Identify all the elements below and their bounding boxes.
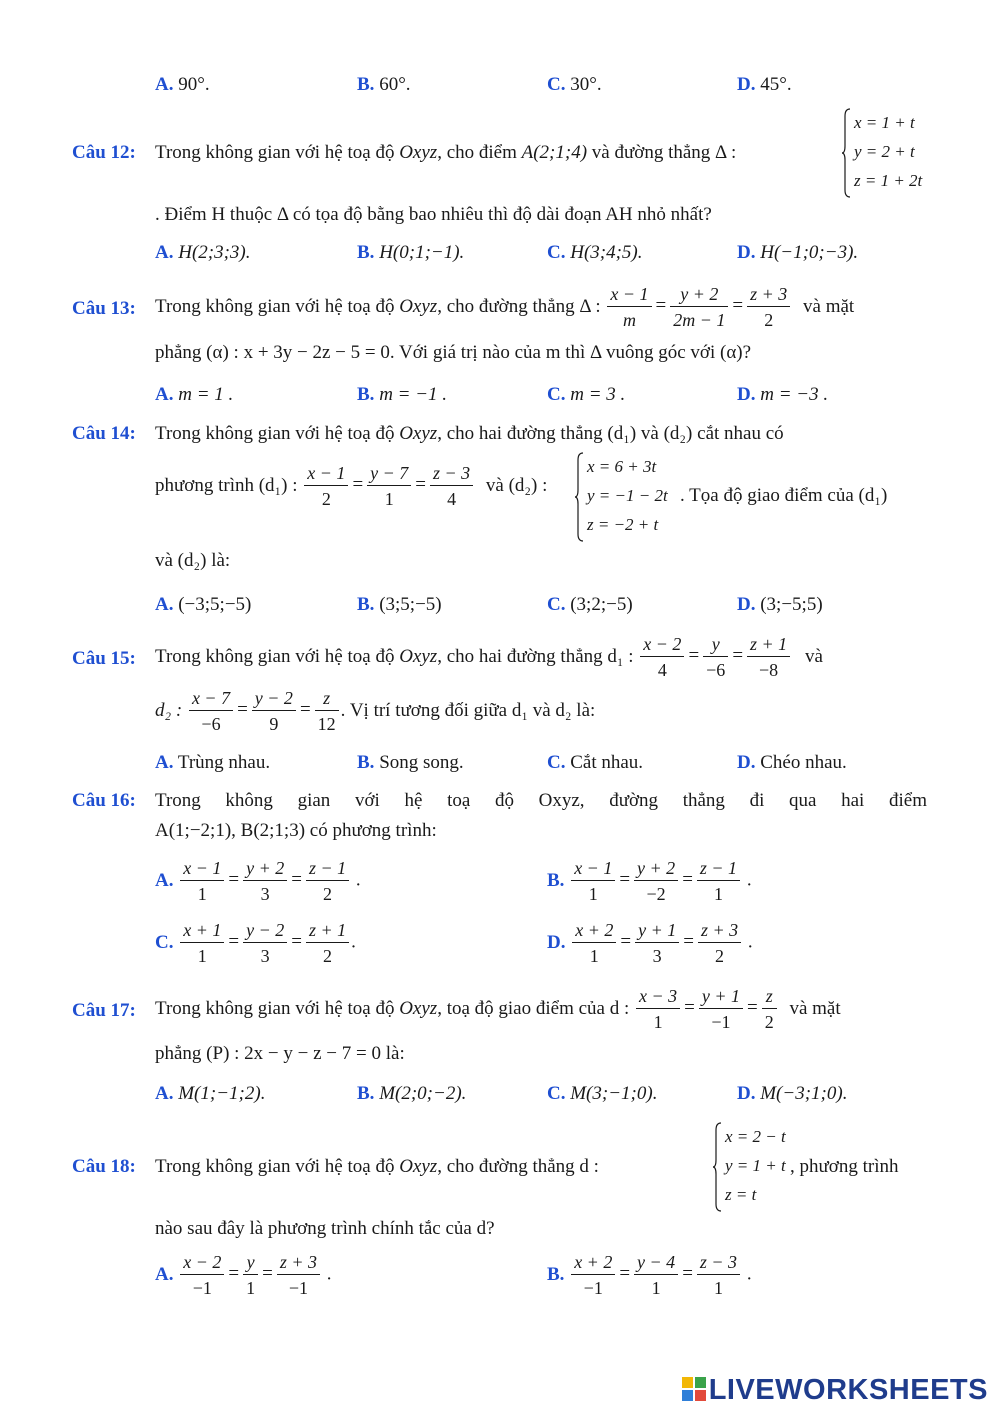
question-16-label: Câu 16: (72, 790, 136, 811)
q15-option-a[interactable]: A. Trùng nhau. (155, 752, 271, 773)
q17-option-a[interactable]: A. M(1;−1;2). (155, 1083, 266, 1104)
question-18-text3: , phương trình (790, 1156, 899, 1177)
question-12-system: x = 1 + t y = 2 + t z = 1 + 2t (842, 108, 922, 195)
question-14-text: Trong không gian với hệ toạ độ Oxyz, cho hai đường thẳng (d₁) và (d₂) cắt nhau có (155, 423, 784, 444)
q16-option-a[interactable]: A. $\frac{x - 1}{1}$ = $\frac{y + 2}{3}$ = $\frac{z - 1}{2}$ . (155, 858, 361, 904)
q16-option-c[interactable]: C. $\frac{x + 1}{1}$ = $\frac{y - 2}{3}$ = $\frac{z + 1}{2}$ . (155, 920, 356, 966)
question-12-text: Trong không gian với hệ toạ độ Oxyz, cho điểm A(2;1;4) và đường thẳng Δ : (155, 142, 737, 163)
q13-option-d[interactable]: D. m = −3 . (737, 384, 829, 405)
q12-option-d[interactable]: D. H(−1;0;−3). (737, 242, 859, 263)
q14-option-b[interactable]: B. (3;5;−5) (357, 594, 442, 615)
liveworksheets-logo: LIVEWORKSHEETS (682, 1374, 988, 1407)
q13-option-b[interactable]: B. m = −1 . (357, 384, 448, 405)
top-option-b: B. 60°. (357, 74, 411, 95)
question-14-system: x = 6 + 3t y = −1 − 2t z = −2 + t (575, 452, 668, 539)
q17-option-b[interactable]: B. M(2;0;−2). (357, 1083, 467, 1104)
top-option-c: C. 30°. (547, 74, 602, 95)
question-12-line2: . Điểm H thuộc Δ có tọa độ bằng bao nhiêu thì độ dài đoạn AH nhỏ nhất? (155, 204, 712, 225)
q12-option-c[interactable]: C. H(3;4;5). (547, 242, 643, 263)
q17-option-c[interactable]: C. M(3;−1;0). (547, 1083, 658, 1104)
question-12-label: Câu 12: (72, 142, 136, 163)
question-14-line2c: . Tọa độ giao điểm của (d₁) (680, 485, 888, 506)
q17-option-d[interactable]: D. M(−3;1;0). (737, 1083, 848, 1104)
question-14-line3: và (d₂) là: (155, 550, 231, 571)
q16-option-d[interactable]: D. $\frac{x + 2}{1}$ = $\frac{y + 1}{3}$ = $\frac{z + 3}{2}$ . (547, 920, 753, 966)
question-13-line2: phẳng (α) : x + 3y − 2z − 5 = 0. Với giá trị nào của m thì Δ vuông góc với (α)? (155, 342, 752, 363)
q14-option-a[interactable]: A. (−3;5;−5) (155, 594, 252, 615)
liveworksheets-logo-icon (682, 1377, 706, 1401)
question-14-label: Câu 14: (72, 423, 136, 444)
question-16-line2: A(1;−2;1), B(2;1;3) có phương trình: (155, 820, 437, 841)
question-17-text: Trong không gian với hệ toạ độ Oxyz, toạ độ giao điểm của d : $\frac{x - 3}{1}$ = $\frac{y + 1}{-1}$ = $\frac{z}{2}$ và mặt (155, 986, 841, 1032)
question-18-text: Trong không gian với hệ toạ độ Oxyz, cho đường thẳng d : (155, 1156, 599, 1177)
question-15-text: Trong không gian với hệ toạ độ Oxyz, cho hai đường thẳng d₁ : $\frac{x - 2}{4}$ = $\frac{y}{-6}$ = $\frac{z + 1}{-8}$ và (155, 634, 823, 680)
q15-option-c[interactable]: C. Cắt nhau. (547, 752, 644, 773)
question-14-line2: phương trình (d₁) : $\frac{x - 1}{2}$ = $\frac{y - 7}{1}$ = $\frac{z - 3}{4}$ và (d₂) : (155, 463, 548, 509)
q13-option-c[interactable]: C. m = 3 . (547, 384, 626, 405)
top-option-a: A. 90°. (155, 74, 210, 95)
q15-option-d[interactable]: D. Chéo nhau. (737, 752, 847, 773)
q15-option-b[interactable]: B. Song song. (357, 752, 464, 773)
question-15-label: Câu 15: (72, 648, 136, 669)
question-18-system: x = 2 − t y = 1 + t z = t (713, 1122, 786, 1209)
q16-option-b[interactable]: B. $\frac{x - 1}{1}$ = $\frac{y + 2}{-2}$ = $\frac{z - 1}{1}$ . (547, 858, 752, 904)
q18-option-a[interactable]: A. $\frac{x - 2}{-1}$ = $\frac{y}{1}$ = $\frac{z + 3}{-1}$ . (155, 1252, 332, 1298)
question-18-line2: nào sau đây là phương trình chính tắc của d? (155, 1218, 495, 1239)
q12-option-b[interactable]: B. H(0;1;−1). (357, 242, 465, 263)
question-13-label: Câu 13: (72, 298, 136, 319)
question-18-label: Câu 18: (72, 1156, 136, 1177)
question-17-label: Câu 17: (72, 1000, 136, 1021)
q14-option-c[interactable]: C. (3;2;−5) (547, 594, 633, 615)
question-16-line1: Trong không gian với hệ toạ độ Oxyz, đường thẳng đi qua hai điểm (155, 790, 927, 811)
q12-option-a[interactable]: A. H(2;3;3). (155, 242, 251, 263)
q14-option-d[interactable]: D. (3;−5;5) (737, 594, 823, 615)
q13-option-a[interactable]: A. m = 1 . (155, 384, 234, 405)
top-option-d: D. 45°. (737, 74, 792, 95)
question-15-line2: d₂ : $\frac{x - 7}{-6}$ = $\frac{y - 2}{9}$ = $\frac{z}{12}$ . Vị trí tương đối giữa d₁ và d₂ là: (155, 688, 596, 734)
question-13-text: Trong không gian với hệ toạ độ Oxyz, cho đường thẳng Δ : $\frac{x - 1}{m}$ = $\frac{y + 2}{2m - 1}$ = $\frac{z + 3}{2}$ và mặt (155, 284, 855, 330)
question-17-line2: phẳng (P) : 2x − y − z − 7 = 0 là: (155, 1043, 405, 1064)
q18-option-b[interactable]: B. $\frac{x + 2}{-1}$ = $\frac{y - 4}{1}$ = $\frac{z - 3}{1}$ . (547, 1252, 752, 1298)
